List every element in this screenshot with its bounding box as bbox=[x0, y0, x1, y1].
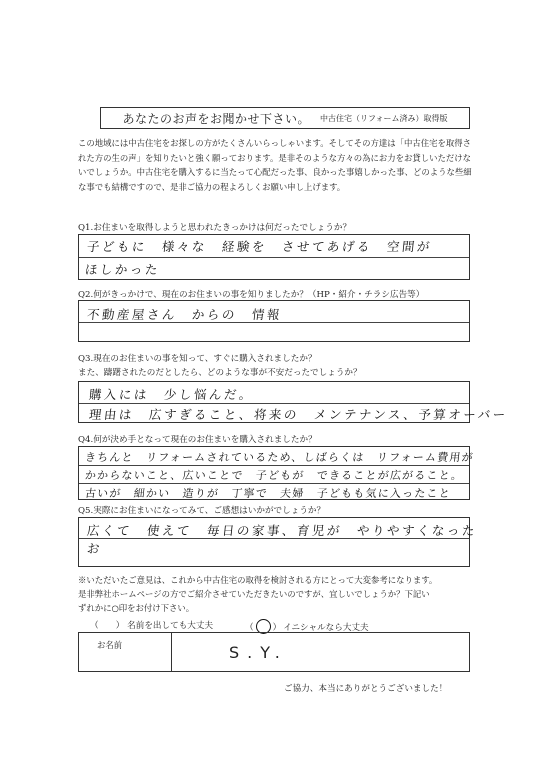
q2-answer-box bbox=[78, 300, 470, 342]
answer-rule bbox=[79, 257, 469, 258]
q5-answer-line: 広くて 使えて 毎日の家事、育児が やりやすくなった bbox=[86, 523, 478, 538]
form-title-box bbox=[100, 107, 470, 129]
publication-note bbox=[78, 573, 478, 615]
q5-answer-box bbox=[78, 517, 478, 567]
note-line: ※いただいたご意見は、これから中古住宅の取得を検討される方にとって大変参考になります。 bbox=[78, 575, 438, 585]
q4-question: Q4.何が決め手となって現在のお住まいを購入されましたか？ bbox=[78, 435, 317, 445]
note-line: 是非弊社ホームページの方でご紹介させていただきたいのですが、宜しいでしょうか？下記い bbox=[78, 589, 430, 599]
intro-line: れた方の生の声」を知りたいと強く願っております。是非そのような方々の為にお力をお貸しいただけな bbox=[78, 152, 471, 163]
intro-line: いでしょうか。中古住宅を購入するに当たって心配だった事、良かった事嬉しかった事、どのような些細 bbox=[78, 167, 472, 178]
name-box bbox=[78, 632, 470, 672]
q3-answer-line: 理由は 広すぎること、将来の メンテナンス、予算オーバー bbox=[88, 407, 509, 422]
name-label: お名前 bbox=[97, 640, 123, 650]
note-line: ずれかに○印をお付け下さい。 bbox=[78, 603, 195, 613]
q4-answer-box bbox=[78, 446, 475, 500]
option-name-ok[interactable] bbox=[90, 619, 213, 631]
q1-question: Q1.お住まいを取得しようと思われたきっかけは何だったでしょうか？ bbox=[78, 223, 352, 233]
q1-answer-line: 子どもに 様々な 経験を させてあげる 空間が bbox=[86, 239, 433, 254]
q4-answer-line: きちんと リフォームされているため、しばらくは リフォーム費用が bbox=[84, 451, 475, 464]
answer-rule bbox=[79, 403, 469, 404]
form-title: あなたのお声をお聞かせ下さい。 bbox=[122, 111, 310, 126]
option-paren: （ ） bbox=[90, 621, 125, 631]
form-subtitle: 中古住宅（リフォーム済み）取得版 bbox=[319, 113, 448, 123]
q5-question: Q5.実際にお住まいになってみて、ご感想はいかがでしょうか？ bbox=[78, 506, 326, 516]
q3-question-line2: また、躊躇されたのだとしたら、どのような事が不安だったでしょうか？ bbox=[78, 368, 362, 378]
q3-answer-box bbox=[78, 381, 509, 423]
option-label: 名前を出しても大丈夫 bbox=[127, 621, 214, 631]
option-label: イニシャルなら大丈夫 bbox=[283, 622, 369, 633]
q1-answer-line: ほしかった bbox=[84, 262, 161, 277]
intro-line: な事でも結構ですので、是非ご協力の程よろしくお願い申し上げます。 bbox=[78, 181, 346, 192]
q3-answer-line: 購入には 少し悩んだ。 bbox=[88, 387, 255, 402]
option-paren-close: ） bbox=[272, 622, 282, 633]
answer-rule bbox=[79, 465, 469, 466]
q3-question: Q3.現在のお住まいの事を知って、すぐに購入されましたか？ bbox=[78, 354, 317, 364]
thanks-text: ご協力、本当にありがとうございました！ bbox=[284, 684, 448, 694]
answer-rule bbox=[79, 483, 469, 484]
q2-question: Q2.何がきっかけで、現在のお住まいの事を知りましたか？（HP・紹介・チラシ広告等） bbox=[78, 290, 425, 300]
q4-answer-line: かからないこと、広いことで 子どもが できることが広がること。 bbox=[84, 469, 464, 482]
q5-answer-line: お bbox=[86, 541, 103, 556]
intro-paragraph bbox=[78, 136, 476, 194]
name-divider bbox=[171, 633, 172, 671]
q4-answer-line: 古いが 細かい 造りが 丁寧で 夫婦 子どもも気に入ったこと bbox=[84, 487, 452, 500]
q2-answer-line: 不動産屋さん からの 情報 bbox=[86, 307, 283, 322]
name-value[interactable]: S.Y. bbox=[229, 643, 288, 662]
q1-answer-box bbox=[78, 234, 470, 280]
option-paren-open: （ bbox=[245, 622, 254, 633]
intro-line: この地域には中古住宅をお探しの方がたくさんいらっしゃいます。そしてその方達は「中古住宅を取得さ bbox=[78, 138, 471, 148]
